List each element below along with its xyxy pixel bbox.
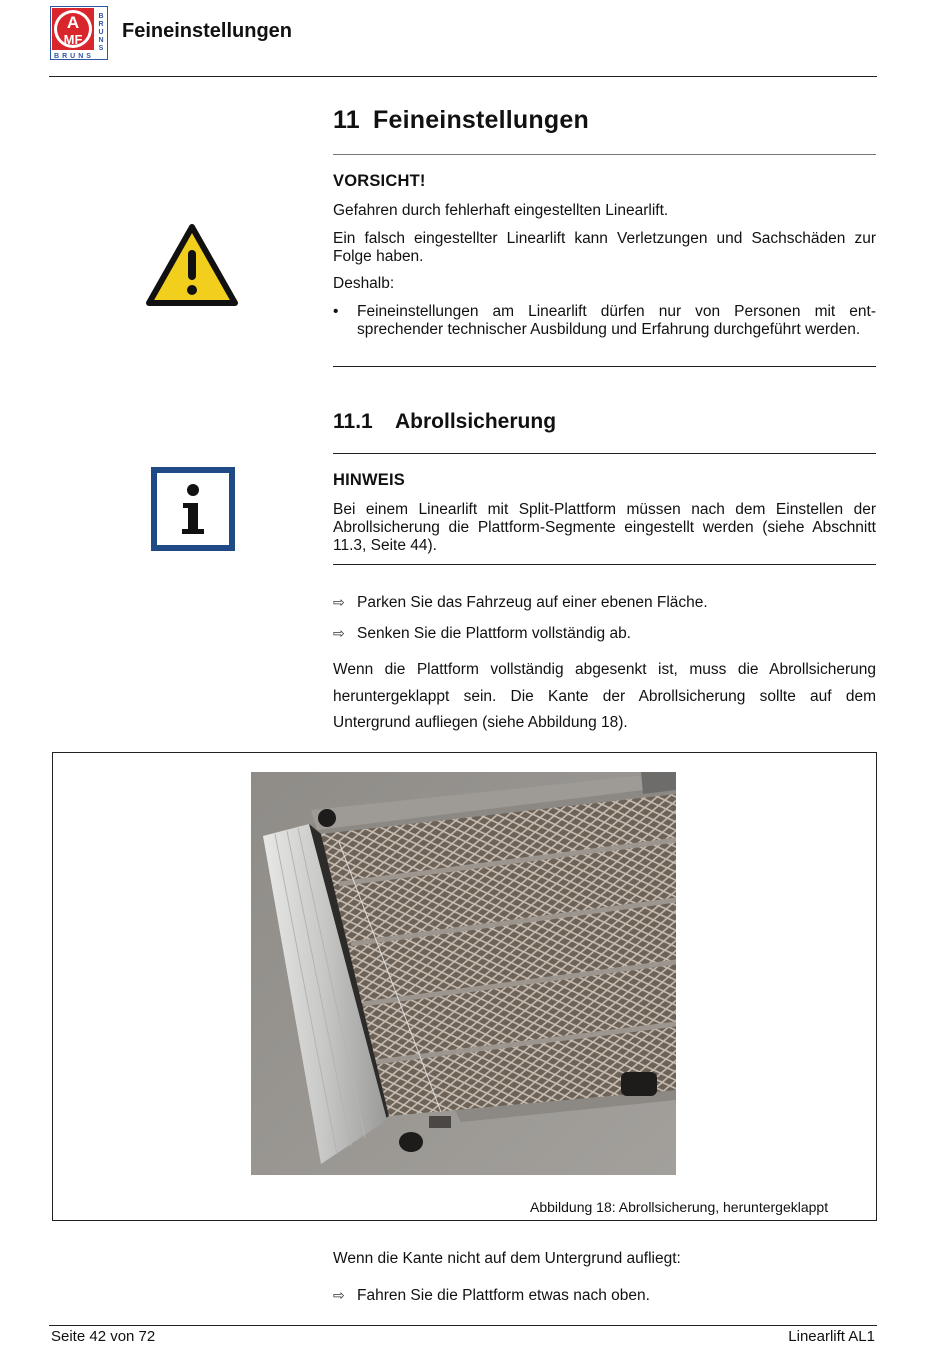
body-paragraph: Wenn die Plattform vollständig abgesenkt ist, muss die Abrollsicherung heruntergeklappt sein. Die Kante der Abrollsicherung sollte auf dem Untergrund aufliegen (siehe Abbildung 18). [333,661,876,731]
caution-therefore: Deshalb: [333,275,395,292]
note-top-rule [333,453,876,454]
caution-hazard: Gefahren durch fehlerhaft eingestellten Linearlift. [333,202,669,219]
step-item [333,594,708,612]
header-divider [49,76,877,77]
arrow-right-icon: ⇨ [333,1287,345,1303]
step-text: Fahren Sie die Plattform etwas nach oben. [357,1287,650,1304]
svg-text:R: R [98,21,104,28]
svg-text:S: S [98,45,104,52]
subsection-number: 11.1 [333,410,373,433]
note-text: Bei einem Linearlift mit Split-Plattform müssen nach dem Einstellen der Abrollsicherung die Plattform-Segmente eingestellt werden (siehe Abschnitt 11.3, Seite 44). [333,501,876,554]
svg-text:MF: MF [63,32,83,47]
caution-measure-item [333,303,878,359]
svg-text:BRUNS: BRUNS [54,53,94,60]
step-text: Senken Sie die Plattform vollständig ab. [357,625,631,642]
footer-divider [49,1325,877,1326]
footer-product-name: Linearlift AL1 [788,1328,875,1345]
svg-text:U: U [98,29,104,36]
arrow-right-icon: ⇨ [333,625,345,641]
svg-text:A: A [66,13,80,32]
caution-bottom-rule [333,366,876,367]
caution-top-rule [333,154,876,155]
section-number: 11 [333,106,360,134]
note-bottom-rule [333,564,876,565]
bullet-dot: • [333,303,339,320]
section-title: Feineinstellungen [373,106,589,134]
note-signal-word: HINWEIS [333,471,405,489]
svg-text:N: N [98,37,104,44]
svg-text:B: B [98,13,104,20]
figure-photo-ramp [251,772,676,1175]
caution-signal-word: VORSICHT! [333,172,426,190]
step-item [333,625,631,643]
section-heading [333,106,589,135]
condition-text: Wenn die Kante nicht auf dem Untergrund aufliegt: [333,1250,681,1267]
subsection-title: Abrollsicherung [395,410,557,433]
caution-consequence: Ein falsch eingestellter Linearlift kann Verletzungen und Sachschäden zur Folge haben. [333,230,876,265]
warning-triangle-icon [146,224,238,306]
amf-bruns-logo [50,6,108,60]
info-icon [151,467,235,551]
step-text: Parken Sie das Fahrzeug auf einer ebenen Fläche. [357,594,708,611]
caution-measure: Feineinstellungen am Linearlift dürfen nur von Personen mit entsprechender technischer Ausbildung und Erfahrung durchgeführt werden. [357,303,876,338]
arrow-right-icon: ⇨ [333,594,345,610]
footer-page-number: Seite 42 von 72 [51,1328,156,1345]
header-title: Feineinstellungen [122,20,293,42]
step-item [333,1287,650,1305]
figure-caption: Abbildung 18: Abrollsicherung, heruntergeklappt [530,1199,829,1215]
subsection-heading [333,410,556,434]
